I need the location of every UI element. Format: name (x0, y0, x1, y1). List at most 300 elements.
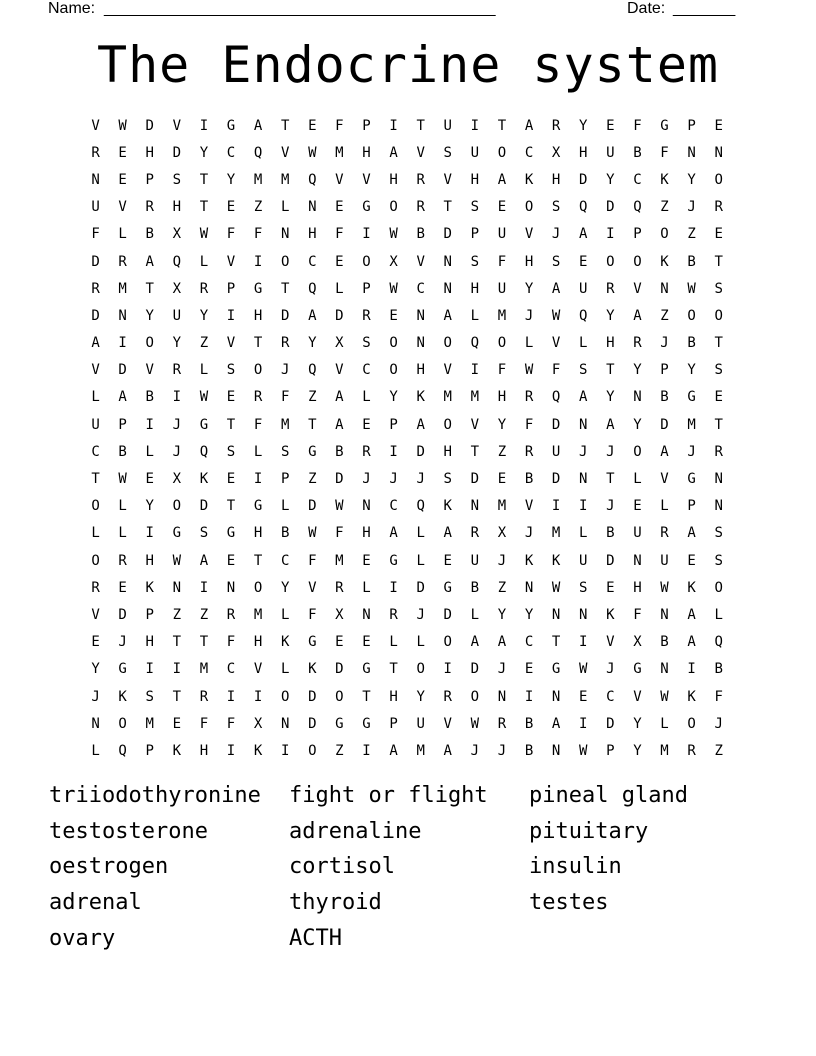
grid-cell[interactable]: F (226, 226, 236, 243)
grid-cell[interactable]: M (145, 715, 154, 732)
grid-cell[interactable]: S (443, 144, 452, 161)
grid-cell[interactable]: L (416, 525, 425, 542)
grid-cell[interactable]: F (714, 688, 723, 705)
grid-cell[interactable]: T (308, 416, 317, 433)
grid-cell[interactable]: N (633, 389, 642, 406)
grid-cell[interactable]: R (118, 253, 127, 270)
grid-cell[interactable]: S (199, 525, 209, 542)
grid-cell[interactable]: N (470, 498, 480, 515)
grid-cell[interactable]: R (226, 606, 236, 623)
grid-cell[interactable]: W (335, 498, 344, 515)
grid-cell[interactable]: R (91, 579, 100, 596)
grid-cell[interactable]: L (280, 606, 290, 623)
grid-cell[interactable]: Q (199, 443, 209, 460)
grid-cell[interactable]: N (118, 307, 127, 324)
grid-cell[interactable]: L (118, 525, 127, 542)
grid-cell[interactable]: Z (714, 742, 723, 759)
grid-cell[interactable]: M (416, 742, 425, 759)
grid-cell[interactable]: A (579, 389, 588, 406)
grid-cell[interactable]: R (470, 525, 480, 542)
grid-cell[interactable]: G (253, 498, 263, 515)
grid-cell[interactable]: I (226, 742, 236, 759)
grid-cell[interactable]: S (551, 199, 561, 216)
grid-cell[interactable]: N (551, 742, 561, 759)
grid-cell[interactable]: W (579, 742, 588, 759)
grid-cell[interactable]: E (91, 634, 100, 651)
grid-cell[interactable]: U (172, 307, 182, 324)
grid-cell[interactable]: Z (172, 606, 182, 623)
grid-cell[interactable]: N (91, 171, 100, 188)
grid-cell[interactable]: J (362, 471, 371, 488)
grid-cell[interactable]: D (470, 661, 480, 678)
grid-cell[interactable]: K (660, 171, 669, 188)
grid-cell[interactable]: H (145, 144, 154, 161)
grid-cell[interactable]: D (308, 715, 317, 732)
grid-cell[interactable]: G (118, 661, 127, 678)
grid-cell[interactable]: D (172, 144, 182, 161)
grid-cell[interactable]: T (226, 498, 236, 515)
grid-cell[interactable]: S (714, 552, 723, 569)
grid-cell[interactable]: J (497, 742, 507, 759)
grid-cell[interactable]: E (497, 199, 507, 216)
grid-cell[interactable]: A (308, 307, 317, 324)
grid-cell[interactable]: I (606, 226, 615, 243)
grid-cell[interactable]: N (633, 552, 642, 569)
grid-cell[interactable]: Q (579, 307, 588, 324)
grid-cell[interactable]: H (416, 362, 425, 379)
grid-cell[interactable]: A (389, 144, 398, 161)
grid-cell[interactable]: C (524, 634, 534, 651)
grid-cell[interactable]: N (172, 579, 182, 596)
grid-cell[interactable]: N (443, 253, 452, 270)
grid-cell[interactable]: K (524, 171, 534, 188)
grid-cell[interactable]: P (606, 742, 615, 759)
grid-cell[interactable]: E (172, 715, 182, 732)
grid-cell[interactable]: M (443, 389, 452, 406)
grid-cell[interactable]: I (551, 498, 561, 515)
grid-cell[interactable]: D (551, 471, 561, 488)
grid-cell[interactable]: Z (199, 606, 209, 623)
grid-cell[interactable]: O (470, 688, 480, 705)
grid-cell[interactable]: O (253, 362, 263, 379)
grid-cell[interactable]: L (389, 634, 398, 651)
grid-cell[interactable]: I (172, 389, 182, 406)
grid-cell[interactable]: L (660, 498, 669, 515)
grid-cell[interactable]: R (524, 389, 534, 406)
grid-cell[interactable]: O (389, 199, 398, 216)
grid-cell[interactable]: M (470, 389, 480, 406)
grid-cell[interactable]: L (91, 742, 100, 759)
grid-cell[interactable]: L (524, 335, 534, 352)
grid-cell[interactable]: P (470, 226, 480, 243)
grid-cell[interactable]: N (579, 416, 588, 433)
grid-cell[interactable]: S (172, 171, 182, 188)
grid-cell[interactable]: D (606, 552, 615, 569)
grid-cell[interactable]: T (280, 280, 290, 297)
grid-cell[interactable]: U (91, 199, 100, 216)
grid-cell[interactable]: G (308, 634, 317, 651)
grid-cell[interactable]: I (145, 525, 154, 542)
grid-cell[interactable]: G (362, 199, 371, 216)
grid-cell[interactable]: I (145, 416, 154, 433)
grid-cell[interactable]: E (497, 471, 507, 488)
grid-cell[interactable]: S (470, 199, 480, 216)
grid-cell[interactable]: Q (308, 280, 317, 297)
grid-cell[interactable]: Q (253, 144, 263, 161)
grid-cell[interactable]: F (497, 253, 507, 270)
grid-cell[interactable]: Q (308, 362, 317, 379)
grid-cell[interactable]: C (524, 144, 534, 161)
grid-cell[interactable]: O (389, 362, 398, 379)
grid-cell[interactable]: L (118, 498, 127, 515)
grid-cell[interactable]: L (91, 525, 100, 542)
grid-cell[interactable]: I (362, 226, 371, 243)
grid-cell[interactable]: Q (633, 199, 642, 216)
grid-cell[interactable]: K (551, 552, 561, 569)
grid-cell[interactable]: E (226, 199, 236, 216)
grid-cell[interactable]: E (335, 253, 344, 270)
grid-cell[interactable]: S (362, 335, 371, 352)
grid-cell[interactable]: N (714, 144, 723, 161)
grid-cell[interactable]: T (714, 335, 723, 352)
grid-cell[interactable]: Y (524, 280, 534, 297)
grid-cell[interactable]: O (443, 335, 452, 352)
grid-cell[interactable]: A (118, 389, 127, 406)
grid-cell[interactable]: O (443, 416, 452, 433)
grid-cell[interactable]: A (91, 335, 100, 352)
grid-cell[interactable]: S (714, 280, 723, 297)
grid-cell[interactable]: P (633, 226, 642, 243)
grid-cell[interactable]: Q (416, 498, 425, 515)
grid-cell[interactable]: D (443, 226, 452, 243)
grid-cell[interactable]: H (253, 307, 263, 324)
grid-cell[interactable]: J (118, 634, 127, 651)
grid-cell[interactable]: V (91, 117, 100, 134)
grid-cell[interactable]: D (551, 416, 561, 433)
grid-cell[interactable]: J (172, 443, 182, 460)
grid-cell[interactable]: Q (714, 634, 723, 651)
grid-cell[interactable]: H (199, 742, 209, 759)
date-field-line[interactable]: _______ (673, 0, 736, 17)
grid-cell[interactable]: R (199, 688, 209, 705)
grid-cell[interactable]: P (687, 498, 696, 515)
grid-cell[interactable]: I (579, 498, 588, 515)
grid-cell[interactable]: O (633, 253, 642, 270)
grid-cell[interactable]: A (687, 525, 696, 542)
grid-cell[interactable]: N (416, 307, 425, 324)
grid-cell[interactable]: V (362, 171, 371, 188)
grid-cell[interactable]: S (145, 688, 154, 705)
grid-cell[interactable]: N (362, 606, 371, 623)
grid-cell[interactable]: E (335, 634, 344, 651)
grid-cell[interactable]: E (145, 471, 154, 488)
grid-cell[interactable]: C (606, 688, 615, 705)
grid-cell[interactable]: L (660, 715, 669, 732)
grid-cell[interactable]: Y (497, 416, 507, 433)
grid-cell[interactable]: S (714, 362, 723, 379)
grid-cell[interactable]: D (145, 117, 154, 134)
grid-cell[interactable]: V (91, 362, 100, 379)
grid-cell[interactable]: N (524, 579, 534, 596)
grid-cell[interactable]: I (470, 362, 480, 379)
grid-cell[interactable]: K (145, 579, 154, 596)
grid-cell[interactable]: A (497, 634, 507, 651)
grid-cell[interactable]: P (389, 715, 398, 732)
grid-cell[interactable]: A (687, 606, 696, 623)
grid-cell[interactable]: A (687, 634, 696, 651)
grid-cell[interactable]: G (335, 715, 344, 732)
grid-cell[interactable]: R (551, 117, 561, 134)
grid-cell[interactable]: J (524, 525, 534, 542)
grid-cell[interactable]: U (497, 226, 507, 243)
grid-cell[interactable]: Y (687, 171, 696, 188)
grid-cell[interactable]: O (524, 199, 534, 216)
grid-cell[interactable]: V (91, 606, 100, 623)
grid-cell[interactable]: V (416, 144, 425, 161)
grid-cell[interactable]: W (660, 579, 669, 596)
grid-cell[interactable]: Y (199, 144, 209, 161)
grid-cell[interactable]: N (660, 661, 669, 678)
grid-cell[interactable]: P (687, 117, 696, 134)
grid-cell[interactable]: U (416, 715, 425, 732)
grid-cell[interactable]: R (118, 552, 127, 569)
grid-cell[interactable]: K (118, 688, 127, 705)
grid-cell[interactable]: H (497, 389, 507, 406)
grid-cell[interactable]: M (335, 144, 344, 161)
grid-cell[interactable]: Q (308, 171, 317, 188)
grid-cell[interactable]: F (335, 226, 344, 243)
grid-cell[interactable]: A (524, 117, 534, 134)
grid-cell[interactable]: O (253, 579, 263, 596)
grid-cell[interactable]: V (551, 335, 561, 352)
grid-cell[interactable]: S (470, 253, 480, 270)
grid-cell[interactable]: L (579, 335, 588, 352)
grid-cell[interactable]: L (280, 199, 290, 216)
grid-cell[interactable]: P (145, 171, 154, 188)
grid-cell[interactable]: W (389, 226, 398, 243)
grid-cell[interactable]: M (118, 280, 127, 297)
grid-cell[interactable]: L (145, 443, 154, 460)
grid-cell[interactable]: W (551, 307, 561, 324)
grid-cell[interactable]: O (497, 144, 507, 161)
grid-cell[interactable]: T (199, 199, 209, 216)
grid-cell[interactable]: E (362, 634, 371, 651)
grid-cell[interactable]: R (714, 199, 723, 216)
grid-cell[interactable]: O (714, 307, 723, 324)
grid-cell[interactable]: I (579, 634, 588, 651)
grid-cell[interactable]: D (470, 471, 480, 488)
grid-cell[interactable]: R (172, 362, 182, 379)
grid-cell[interactable]: V (335, 362, 344, 379)
grid-cell[interactable]: J (497, 552, 507, 569)
grid-cell[interactable]: C (226, 144, 236, 161)
grid-cell[interactable]: A (389, 525, 398, 542)
grid-cell[interactable]: V (524, 226, 534, 243)
grid-cell[interactable]: R (280, 335, 290, 352)
grid-cell[interactable]: C (308, 253, 317, 270)
grid-cell[interactable]: A (335, 416, 344, 433)
grid-cell[interactable]: Y (687, 362, 696, 379)
grid-cell[interactable]: L (335, 280, 344, 297)
grid-cell[interactable]: B (470, 579, 480, 596)
grid-cell[interactable]: U (579, 280, 588, 297)
grid-cell[interactable]: B (145, 389, 154, 406)
grid-cell[interactable]: M (253, 171, 263, 188)
grid-cell[interactable]: O (172, 498, 182, 515)
grid-cell[interactable]: N (714, 471, 723, 488)
grid-cell[interactable]: H (606, 335, 615, 352)
grid-cell[interactable]: M (497, 498, 507, 515)
grid-cell[interactable]: B (118, 443, 127, 460)
grid-cell[interactable]: I (145, 661, 154, 678)
grid-cell[interactable]: F (226, 634, 236, 651)
grid-cell[interactable]: O (443, 634, 452, 651)
grid-cell[interactable]: R (660, 525, 669, 542)
grid-cell[interactable]: I (470, 117, 480, 134)
grid-cell[interactable]: A (145, 253, 154, 270)
grid-cell[interactable]: T (714, 416, 723, 433)
grid-cell[interactable]: Y (145, 307, 154, 324)
grid-cell[interactable]: O (687, 307, 696, 324)
grid-cell[interactable]: J (416, 471, 425, 488)
grid-cell[interactable]: F (308, 552, 317, 569)
grid-cell[interactable]: K (660, 253, 669, 270)
grid-cell[interactable]: P (389, 416, 398, 433)
grid-cell[interactable]: G (551, 661, 561, 678)
grid-cell[interactable]: K (606, 606, 615, 623)
grid-cell[interactable]: E (362, 552, 371, 569)
grid-cell[interactable]: Z (497, 579, 507, 596)
grid-cell[interactable]: D (280, 307, 290, 324)
grid-cell[interactable]: E (606, 117, 615, 134)
grid-cell[interactable]: V (524, 498, 534, 515)
grid-cell[interactable]: A (253, 117, 263, 134)
grid-cell[interactable]: T (199, 634, 209, 651)
grid-cell[interactable]: E (633, 498, 642, 515)
grid-cell[interactable]: G (660, 117, 669, 134)
grid-cell[interactable]: G (226, 525, 236, 542)
grid-cell[interactable]: V (633, 688, 642, 705)
grid-cell[interactable]: J (91, 688, 100, 705)
grid-cell[interactable]: O (633, 443, 642, 460)
grid-cell[interactable]: P (362, 280, 371, 297)
grid-cell[interactable]: M (497, 307, 507, 324)
grid-cell[interactable]: D (335, 661, 344, 678)
grid-cell[interactable]: K (199, 471, 209, 488)
grid-cell[interactable]: N (443, 280, 452, 297)
grid-cell[interactable]: D (416, 443, 425, 460)
grid-cell[interactable]: F (633, 117, 642, 134)
grid-cell[interactable]: I (389, 579, 398, 596)
grid-cell[interactable]: J (714, 715, 723, 732)
grid-cell[interactable]: X (172, 226, 182, 243)
grid-cell[interactable]: R (606, 280, 615, 297)
grid-cell[interactable]: L (714, 606, 723, 623)
grid-cell[interactable]: A (551, 280, 561, 297)
grid-cell[interactable]: E (118, 144, 127, 161)
grid-cell[interactable]: O (145, 335, 154, 352)
grid-cell[interactable]: Y (606, 389, 615, 406)
grid-cell[interactable]: V (606, 634, 615, 651)
grid-cell[interactable]: T (470, 443, 480, 460)
grid-cell[interactable]: H (443, 443, 452, 460)
grid-cell[interactable]: N (497, 688, 507, 705)
grid-cell[interactable]: K (172, 742, 182, 759)
grid-cell[interactable]: K (280, 634, 290, 651)
grid-cell[interactable]: B (280, 525, 290, 542)
grid-cell[interactable]: N (660, 280, 669, 297)
grid-cell[interactable]: V (226, 335, 236, 352)
grid-cell[interactable]: A (633, 307, 642, 324)
grid-cell[interactable]: F (91, 226, 100, 243)
grid-cell[interactable]: R (199, 280, 209, 297)
grid-cell[interactable]: I (226, 688, 236, 705)
grid-cell[interactable]: U (91, 416, 100, 433)
grid-cell[interactable]: J (551, 226, 561, 243)
grid-cell[interactable]: F (280, 389, 290, 406)
grid-cell[interactable]: Z (199, 335, 209, 352)
grid-cell[interactable]: V (280, 144, 290, 161)
grid-cell[interactable]: N (579, 606, 588, 623)
grid-cell[interactable]: R (91, 144, 100, 161)
grid-cell[interactable]: I (226, 307, 236, 324)
grid-cell[interactable]: D (335, 471, 344, 488)
grid-cell[interactable]: X (497, 525, 507, 542)
grid-cell[interactable]: R (633, 335, 642, 352)
grid-cell[interactable]: R (253, 389, 263, 406)
grid-cell[interactable]: I (253, 471, 263, 488)
grid-cell[interactable]: M (280, 416, 290, 433)
grid-cell[interactable]: F (199, 715, 209, 732)
grid-cell[interactable]: U (470, 552, 480, 569)
grid-cell[interactable]: J (606, 443, 615, 460)
grid-cell[interactable]: E (308, 117, 317, 134)
grid-cell[interactable]: G (687, 389, 696, 406)
grid-cell[interactable]: I (253, 253, 263, 270)
grid-cell[interactable]: F (551, 362, 561, 379)
grid-cell[interactable]: H (145, 552, 154, 569)
grid-cell[interactable]: W (687, 280, 696, 297)
grid-cell[interactable]: E (389, 307, 398, 324)
grid-cell[interactable]: S (443, 471, 452, 488)
grid-cell[interactable]: R (362, 443, 371, 460)
grid-cell[interactable]: R (443, 688, 452, 705)
grid-cell[interactable]: H (470, 171, 480, 188)
grid-cell[interactable]: O (118, 715, 127, 732)
grid-cell[interactable]: F (226, 715, 236, 732)
grid-cell[interactable]: Z (660, 307, 669, 324)
grid-cell[interactable]: A (443, 525, 452, 542)
grid-cell[interactable]: R (416, 199, 425, 216)
grid-cell[interactable]: K (308, 661, 317, 678)
grid-cell[interactable]: K (416, 389, 425, 406)
grid-cell[interactable]: E (335, 199, 344, 216)
grid-cell[interactable]: O (308, 742, 317, 759)
grid-cell[interactable]: B (714, 661, 723, 678)
grid-cell[interactable]: E (362, 416, 371, 433)
grid-cell[interactable]: L (118, 226, 127, 243)
grid-cell[interactable]: I (389, 117, 398, 134)
grid-cell[interactable]: U (551, 443, 561, 460)
grid-cell[interactable]: V (470, 416, 480, 433)
grid-cell[interactable]: E (524, 661, 534, 678)
grid-cell[interactable]: T (443, 199, 452, 216)
grid-cell[interactable]: Y (606, 307, 615, 324)
grid-cell[interactable]: O (606, 253, 615, 270)
grid-cell[interactable]: I (579, 715, 588, 732)
grid-cell[interactable]: A (335, 389, 344, 406)
grid-cell[interactable]: F (660, 144, 669, 161)
